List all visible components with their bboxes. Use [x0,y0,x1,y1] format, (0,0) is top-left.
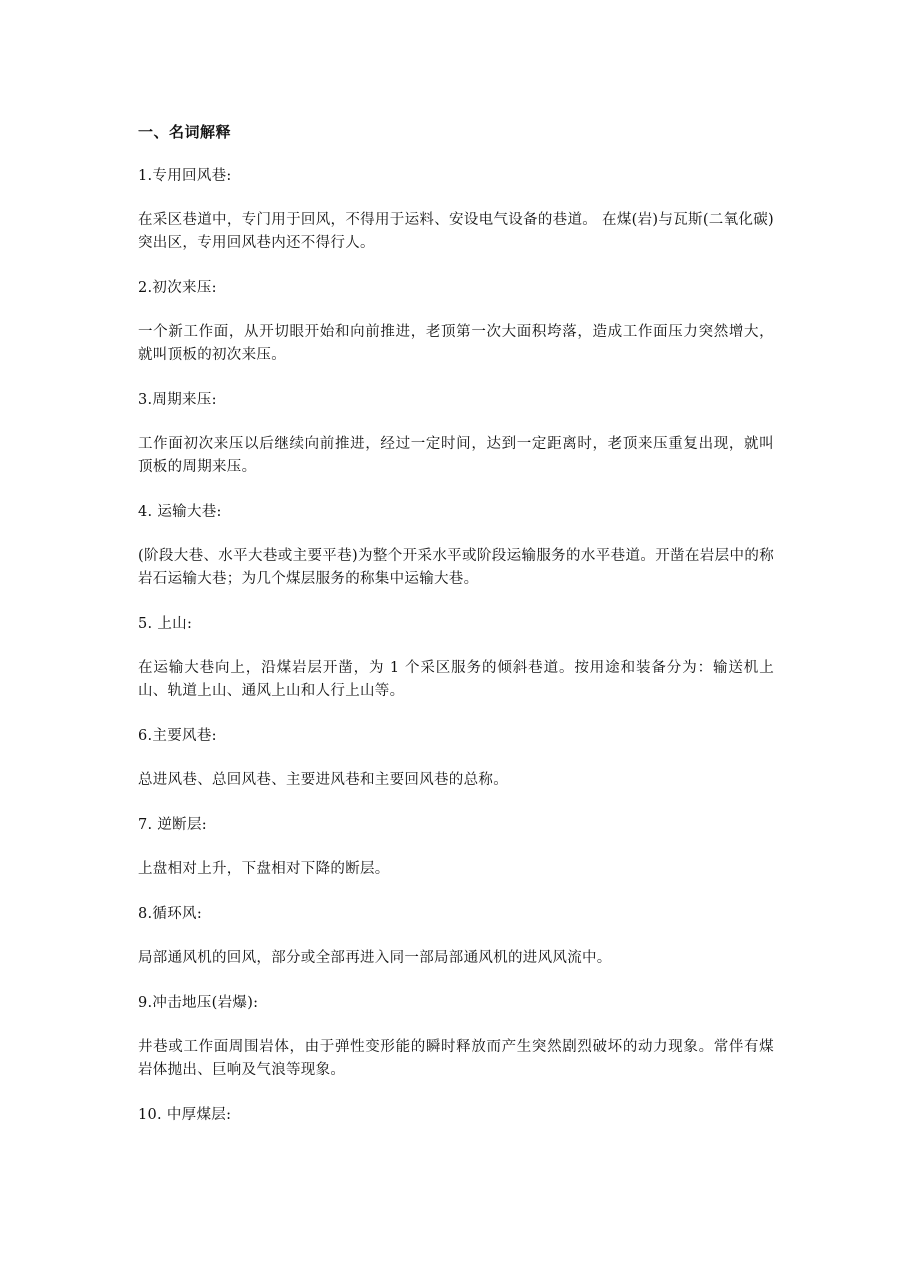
term-label: 3.周期来压: [138,392,217,408]
term-label: 2.初次来压: [138,280,217,296]
entry-4 [138,501,774,591]
section-title: 一、名词解释 [138,123,232,141]
term-label: 9.冲击地压(岩爆): [138,995,259,1011]
entry-1 [138,165,774,255]
entry-10 [138,1104,774,1126]
term-label: 10. 中厚煤层: [138,1107,232,1123]
term-definition: 上盘相对上升，下盘相对下降的断层。 [138,861,390,877]
term-definition: 局部通风机的回风，部分或全部再进入同一部局部通风机的进风风流中。 [138,950,612,966]
term-definition: 工作面初次来压以后继续向前推进，经过一定时间，达到一定距离时，老顶来压重复出现，就叫顶板的周期来压。 [138,436,774,475]
entry-9 [138,992,774,1082]
term-label: 5. 上山: [138,616,193,632]
term-definition: 井巷或工作面周围岩体，由于弹性变形能的瞬时释放而产生突然剧烈破坏的动力现象。常伴有煤岩体抛出、巨响及气浪等现象。 [138,1039,774,1078]
entry-8 [138,903,774,970]
entry-2 [138,277,774,367]
term-label: 8.循环风: [138,906,203,922]
term-definition: 在运输大巷向上，沿煤岩层开凿，为 1 个采区服务的倾斜巷道。按用途和装备分为：输送机上山、轨道上山、通风上山和人行上山等。 [138,660,774,699]
term-label: 6.主要风巷: [138,728,217,744]
term-label: 7. 逆断层: [138,817,207,833]
entry-3 [138,389,774,479]
term-definition: 在采区巷道中，专门用于回风，不得用于运料、安设电气设备的巷道。 在煤(岩)与瓦斯(二氧化碳)突出区，专用回风巷内还不得行人。 [138,212,774,251]
document-page [138,121,774,1148]
entry-6 [138,725,774,792]
term-label: 1.专用回风巷: [138,168,232,184]
entry-7 [138,814,774,881]
term-label: 4. 运输大巷: [138,504,222,520]
entry-5 [138,613,774,703]
term-definition: 总进风巷、总回风巷、主要进风巷和主要回风巷的总称。 [138,772,508,788]
term-definition: 一个新工作面，从开切眼开始和向前推进，老顶第一次大面积垮落，造成工作面压力突然增大，就叫顶板的初次来压。 [138,324,774,363]
term-definition: (阶段大巷、水平大巷或主要平巷)为整个开采水平或阶段运输服务的水平巷道。开凿在岩层中的称岩石运输大巷；为几个煤层服务的称集中运输大巷。 [138,548,774,587]
